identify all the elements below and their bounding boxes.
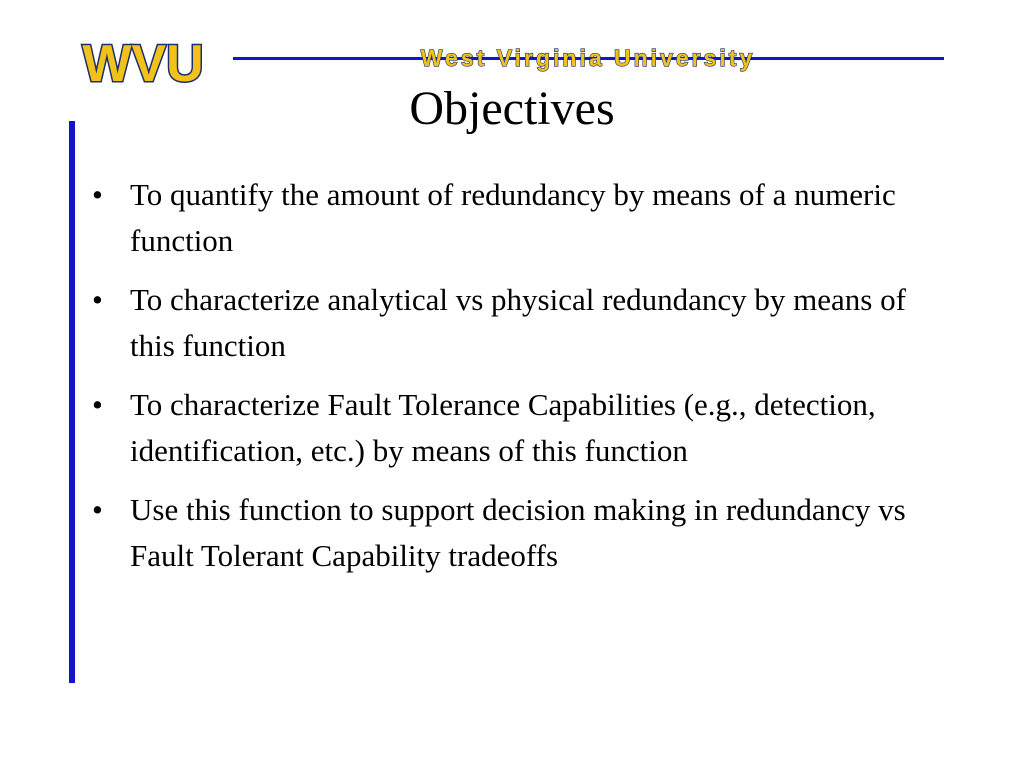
bullet-dot-icon: • xyxy=(92,492,103,527)
bullet-list xyxy=(90,172,940,592)
bullet-item xyxy=(90,382,940,474)
bullet-dot-icon: • xyxy=(92,387,103,422)
university-name: West Virginia University xyxy=(420,45,756,71)
bullet-text: To characterize Fault Tolerance Capabilities (e.g., detection, identification, etc.) by means of this function xyxy=(130,387,876,468)
bullet-item xyxy=(90,277,940,369)
slide-title: Objectives xyxy=(409,82,615,135)
university-wordmark xyxy=(338,44,838,74)
bullet-text: Use this function to support decision making in redundancy vs Fault Tolerant Capability tradeoffs xyxy=(130,492,906,573)
bullet-item xyxy=(90,172,940,264)
bullet-dot-icon: • xyxy=(92,282,103,317)
logo-text: WVU xyxy=(82,35,204,92)
bullet-text: To characterize analytical vs physical redundancy by means of this function xyxy=(130,282,906,363)
bullet-text: To quantify the amount of redundancy by means of a numeric function xyxy=(130,177,896,258)
bullet-item xyxy=(90,487,940,579)
vertical-accent-rule xyxy=(69,121,75,683)
bullet-dot-icon: • xyxy=(92,177,103,212)
